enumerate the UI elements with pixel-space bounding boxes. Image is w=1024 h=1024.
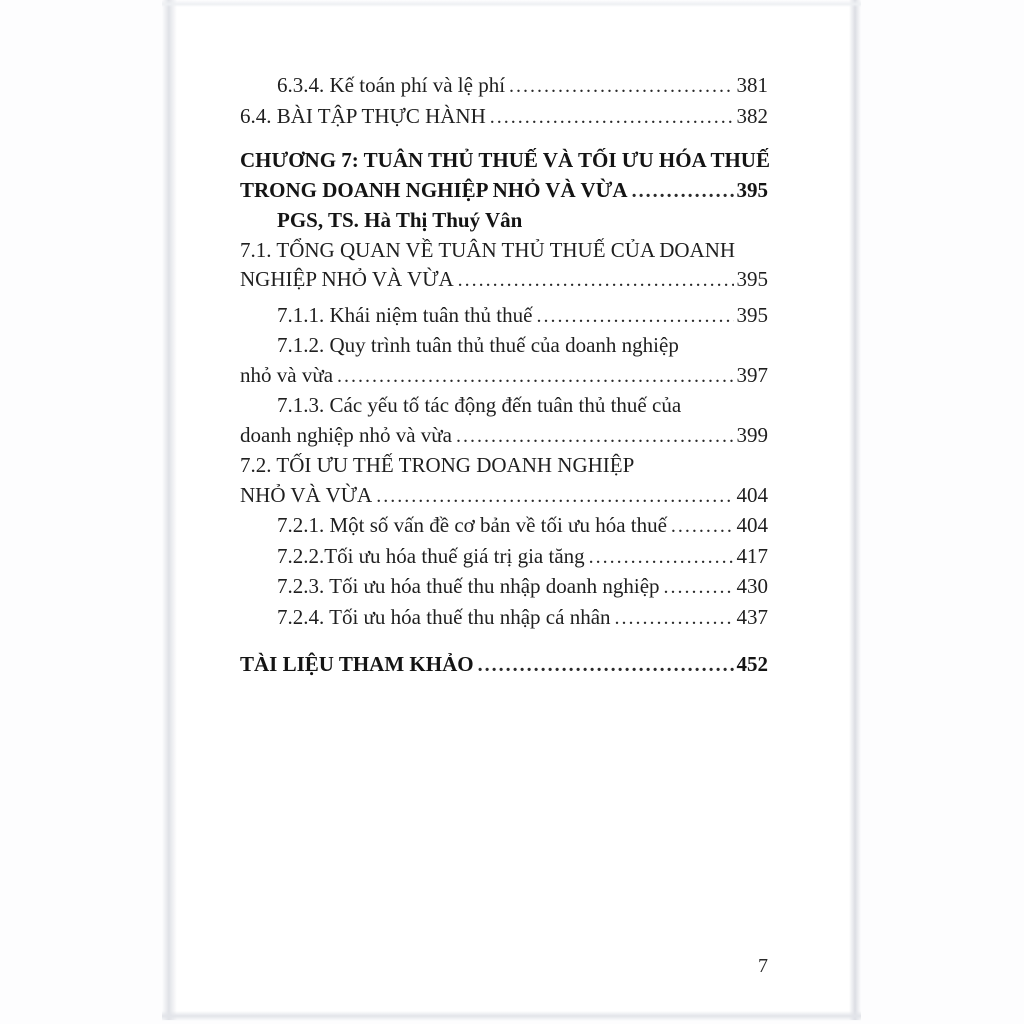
toc-entry: [240, 301, 768, 332]
toc-entry-text: PGS, TS. Hà Thị Thuý Vân: [277, 208, 523, 232]
toc-entry-text: TÀI LIỆU THAM KHẢO: [240, 652, 474, 676]
toc-entry-page: 452: [736, 652, 768, 676]
toc-entry-page: 437: [736, 604, 768, 629]
dot-leader: [589, 542, 734, 573]
dot-leader: [478, 650, 734, 681]
toc-entry: [240, 265, 768, 296]
dot-leader: [456, 421, 734, 452]
toc-entry: [240, 650, 768, 681]
dot-leader: [376, 481, 733, 512]
toc-entry: [240, 511, 768, 542]
toc-entry-text: TRONG DOANH NGHIỆP NHỎ VÀ VỪA: [240, 177, 628, 202]
dot-leader: [536, 301, 733, 332]
page-number: 7: [758, 955, 768, 977]
toc-entry-text: doanh nghiệp nhỏ và vừa: [240, 422, 452, 447]
toc-entry: [240, 542, 768, 573]
dot-leader: [509, 71, 733, 102]
toc-entry-text: 7.2.1. Một số vấn đề cơ bản về tối ưu hóa thuế: [277, 513, 667, 537]
toc-entry-text: CHƯƠNG 7: TUÂN THỦ THUẾ VÀ TỐI ƯU HÓA THUẾ: [240, 148, 770, 172]
toc-entry: [240, 71, 768, 102]
dot-leader: [615, 603, 734, 634]
toc-entry-text: 7.1.1. Khái niệm tuân thủ thuế: [277, 302, 533, 327]
toc-entry-text: 7.1.3. Các yếu tố tác động đến tuân thủ thuế của: [277, 393, 682, 417]
toc-entry: [240, 361, 768, 392]
toc-entry-page: 395: [736, 177, 768, 202]
toc-entry: [240, 176, 768, 207]
book-page: [170, 4, 854, 1016]
table-of-contents: [240, 71, 768, 681]
toc-entry-text: 7.2.3. Tối ưu hóa thuế thu nhập doanh nghiệp: [277, 574, 660, 598]
toc-entry-page: 381: [736, 73, 768, 97]
toc-entry-text: 6.3.4. Kế toán phí và lệ phí: [277, 73, 506, 97]
toc-entry-text: 7.2.2.Tối ưu hóa thuế giá trị gia tăng: [277, 543, 585, 568]
toc-entry: [240, 146, 768, 176]
dot-leader: [490, 102, 734, 133]
toc-entry-page: 397: [736, 362, 768, 387]
toc-entry-page: 395: [736, 267, 768, 291]
toc-entry: [240, 421, 768, 452]
toc-entry: [240, 102, 768, 133]
toc-entry: [240, 206, 768, 236]
toc-entry-text: 7.1. TỔNG QUAN VỀ TUÂN THỦ THUẾ CỦA DOANH: [240, 237, 736, 262]
toc-entry: [240, 236, 768, 266]
toc-entry-page: 404: [736, 482, 768, 507]
toc-entry-text: NGHIỆP NHỎ VÀ VỪA: [240, 267, 454, 291]
toc-entry: [240, 481, 768, 512]
toc-entry-page: 395: [736, 302, 768, 327]
dot-leader: [458, 265, 734, 296]
toc-entry-text: nhỏ và vừa: [240, 362, 334, 387]
toc-entry: [240, 451, 768, 481]
toc-entry-page: 399: [736, 422, 768, 447]
toc-entry: [240, 603, 768, 634]
toc-entry: [240, 331, 768, 361]
dot-leader: [664, 572, 734, 603]
toc-entry-text: 7.1.2. Quy trình tuân thủ thuế của doanh nghiệp: [277, 333, 679, 357]
toc-entry-text: 7.2. TỐI ƯU THẾ TRONG DOANH NGHIỆP: [240, 453, 635, 477]
toc-entry-page: 404: [736, 513, 768, 537]
toc-entry-text: 7.2.4. Tối ưu hóa thuế thu nhập cá nhân: [277, 604, 611, 629]
dot-leader: [671, 511, 734, 542]
toc-entry: [240, 572, 768, 603]
dot-leader: [632, 176, 734, 207]
toc-entry-page: 382: [736, 103, 768, 128]
toc-entry-text: 6.4. BÀI TẬP THỰC HÀNH: [240, 103, 486, 128]
toc-entry-page: 430: [736, 574, 768, 598]
dot-leader: [337, 361, 733, 392]
toc-entry: [240, 391, 768, 421]
toc-entry-page: 417: [736, 543, 768, 568]
toc-entry-text: NHỎ VÀ VỪA: [240, 482, 373, 507]
